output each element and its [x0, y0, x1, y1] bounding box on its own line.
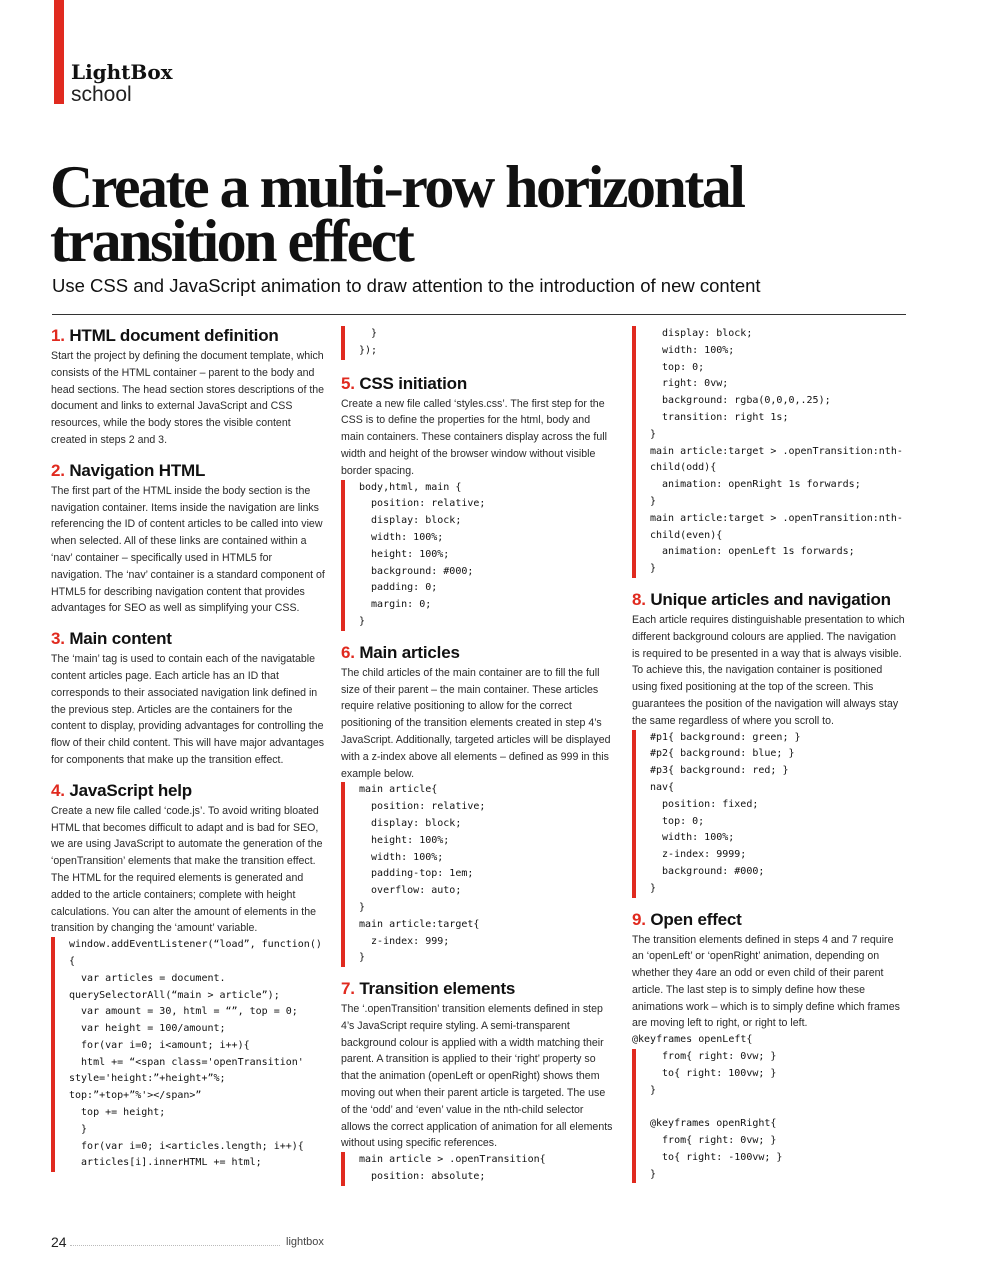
step-body: Create a new file called ‘code.js’. To avoid writing bloated HTML that becomes difficult to adapt and is bad for SEO, we are using JavaScript to automate the generation of the ‘openTransition’ elements that make the transition effect. The HTML for the required elements is generated and added to the article containers; complete with height calculations. You can alter the amount of elements in the transition by changing the ‘amount’ variable. [51, 804, 323, 935]
code-block-css-unique [632, 730, 906, 898]
code-line: height: 100%; [359, 834, 450, 846]
step-body: The first part of the HTML inside the body section is the navigation container. Items inside the navigation are links referencing the ID of content articles to be called into view when selected. All of these links are contained within a ‘nav’ container – specifically used in HTML5 for navigation. The ‘nav’ container is a standard component of HTML5 for describing navigation content that provides advantages for SEO as well as simplifying your CSS. [51, 484, 325, 615]
code-line: child(odd){ [650, 462, 717, 474]
accent-bar [54, 0, 64, 104]
code-line: #p3{ background: red; } [650, 765, 789, 777]
code-block-css-transition [341, 1152, 615, 1186]
divider [52, 314, 906, 315]
step-body: Create a new file called ‘styles.css’. The first step for the CSS is to define the properties for the html, body and main containers. These containers display across the full width and height of the browser window without visible border spacing. [341, 397, 607, 477]
code-block-keyframes [632, 1049, 906, 1183]
code-line: style='height:”+height+”%; [69, 1073, 226, 1085]
step-title: Main articles [359, 642, 460, 662]
step-title: Transition elements [359, 979, 516, 999]
code-line: var height = 100/amount; [69, 1023, 226, 1035]
step-heading [51, 629, 325, 649]
code-line: top += height; [69, 1107, 166, 1119]
code-line: } [650, 882, 657, 894]
code-line: display: block; [359, 515, 462, 527]
step-heading [51, 461, 325, 481]
step-number: 5. [341, 373, 355, 393]
code-line: child(even){ [650, 529, 723, 541]
code-line: width: 100%; [650, 832, 735, 844]
step-heading [51, 326, 325, 346]
code-line: var articles = document. [69, 972, 226, 984]
code-line: } [650, 563, 657, 575]
step-title: Navigation HTML [69, 460, 206, 480]
code-line: top: 0; [650, 361, 705, 373]
column-2 [341, 326, 615, 1186]
step-number: 6. [341, 642, 355, 662]
step-5 [341, 374, 615, 631]
step-heading [341, 374, 615, 394]
step-number: 3. [51, 629, 65, 649]
code-line: width: 100%; [359, 531, 444, 543]
code-keyframes-head [632, 1032, 906, 1049]
code-line: top:”+top+”%'></span>” [69, 1090, 202, 1102]
step-title: CSS initiation [359, 373, 468, 393]
code-line: position: relative; [359, 801, 486, 813]
step-7 [341, 979, 615, 1186]
brand-section: school [71, 83, 132, 106]
code-line: }); [359, 344, 378, 356]
code-line: from{ right: 0vw; } [650, 1051, 777, 1063]
code-line: @keyframes openLeft{ [632, 1034, 753, 1046]
step-body: Start the project by defining the document template, which consists of the HTML container – parent to the body and head sections. The head section stores descriptions of the document and links to external JavaScript and CSS resources, while the body stores the visible content created in steps 2 and 3. [51, 350, 325, 446]
step-body: The child articles of the main container are to fill the full size of their parent – the main container. These articles require relative positioning to allow for the correct positioning of the transition elements created in step 4’s JavaScript. Additionally, targeted articles will be displayed with a z-index above all elements – defined as 999 in this example below. [341, 666, 611, 780]
step-9 [632, 910, 906, 1184]
step-number: 8. [632, 589, 646, 609]
code-line: z-index: 9999; [650, 849, 747, 861]
step-2 [51, 461, 325, 617]
code-line: top: 0; [650, 815, 705, 827]
step-heading [632, 910, 906, 930]
code-line: } [359, 615, 366, 627]
code-line: right: 0vw; [650, 378, 729, 390]
code-block-js [51, 937, 325, 1172]
step-heading [341, 643, 615, 663]
code-line: { [69, 955, 76, 967]
step-8 [632, 590, 906, 898]
step-title: Main content [69, 629, 172, 649]
column-1 [51, 326, 325, 1172]
code-line: width: 100%; [650, 344, 735, 356]
code-line: for(var i=0; i<articles.length; i++){ [69, 1140, 304, 1152]
code-line: } [650, 428, 657, 440]
code-line: margin: 0; [359, 599, 432, 611]
code-line: querySelectorAll(“main > article”); [69, 989, 280, 1001]
code-block-css-article [341, 782, 615, 967]
code-line: display: block; [359, 817, 462, 829]
code-block-js-end [341, 326, 615, 360]
step-number: 9. [632, 909, 646, 929]
code-block-css-base [341, 480, 615, 631]
code-line: position: fixed; [650, 798, 759, 810]
column-3 [632, 326, 906, 1183]
code-line: to{ right: -100vw; } [650, 1151, 783, 1163]
code-line: } [69, 1123, 88, 1135]
step-body: Each article requires distinguishable presentation to which different background colours are applied. The navigation is required to be presented in a way that is always visible. To achieve this, the navigation container is positioned using fixed positioning at the top of the screen. This guarantees the position of the navigation will always stay the same regardless of where you scroll to. [632, 613, 905, 727]
code-line: } [650, 495, 657, 507]
step-number: 1. [51, 326, 65, 345]
code-line: body,html, main { [359, 481, 462, 493]
code-line: main article{ [359, 784, 438, 796]
brand-name: LightBox [71, 60, 173, 84]
code-line: background: #000; [650, 865, 765, 877]
code-line: animation: openLeft 1s forwards; [650, 546, 855, 558]
step-number: 7. [341, 979, 355, 999]
step-4 [51, 781, 325, 1173]
code-line: padding: 0; [359, 582, 438, 594]
code-line: transition: right 1s; [650, 411, 789, 423]
step-heading [341, 979, 615, 999]
footer-rule [70, 1245, 280, 1246]
code-line: var amount = 30, html = “”, top = 0; [69, 1006, 298, 1018]
code-line: padding-top: 1em; [359, 868, 474, 880]
step-body: The ‘.openTransition’ transition elements defined in step 4’s JavaScript require styling. A semi-transparent background colour is applied with a width matching their parent. A transition is applied to their ‘right’ property so that the animation (openLeft or openRight) shows them moving out when their parent article is targeted. The use of the ‘odd’ and ‘even’ value in the nth-child selector allows the correct application of animation for all elements without using specific references. [341, 1003, 613, 1150]
step-heading [632, 590, 906, 610]
code-line: @keyframes openRight{ [650, 1118, 777, 1130]
code-line: to{ right: 100vw; } [650, 1067, 777, 1079]
step-number: 4. [51, 780, 65, 800]
step-title: JavaScript help [69, 780, 192, 800]
code-line: width: 100%; [359, 851, 444, 863]
code-line: html += “<span class='openTransition' [69, 1056, 304, 1068]
step-1 [51, 326, 325, 449]
step-body: The ‘main’ tag is used to contain each of the navigatable content articles page. Each article has an ID that corresponds to their associated navigation link defined in the previous step. Articles are the containers for the content to display, providing advantages for controlling the flow of their child content. This will have major advantages for components that make up the transition effect. [51, 653, 325, 766]
step-heading [51, 781, 325, 801]
brand-block [71, 60, 173, 106]
step-title: Open effect [650, 909, 742, 929]
code-line: } [359, 952, 366, 964]
page-number: 24 [51, 1234, 67, 1250]
code-line: } [650, 1084, 657, 1096]
code-line: main article:target > .openTransition:nth- [650, 512, 903, 524]
code-line: z-index: 999; [359, 935, 450, 947]
code-line: } [359, 901, 366, 913]
code-line: display: block; [650, 328, 753, 339]
code-line: overflow: auto; [359, 885, 462, 897]
code-line: background: rgba(0,0,0,.25); [650, 395, 831, 407]
code-line: animation: openRight 1s forwards; [650, 479, 861, 491]
code-line [650, 1099, 906, 1116]
step-title: HTML document definition [69, 326, 279, 345]
code-line: main article:target{ [359, 918, 480, 930]
step-6 [341, 643, 615, 967]
code-line: #p2{ background: blue; } [650, 748, 795, 760]
step-number: 2. [51, 460, 65, 480]
footer-publication: lightbox [286, 1236, 324, 1248]
code-block-css-transition-cont [632, 326, 906, 578]
article-subtitle: Use CSS and JavaScript animation to draw attention to the introduction of new content [52, 275, 761, 296]
code-line: articles[i].innerHTML += html; [69, 1157, 262, 1169]
code-line: } [650, 1168, 657, 1180]
code-line: main article:target > .openTransition:nth- [650, 445, 903, 457]
code-line: main article > .openTransition{ [359, 1154, 546, 1166]
article-title: Create a multi-row horizontal transition effect [50, 154, 744, 274]
code-line: nav{ [650, 781, 675, 793]
code-line: position: relative; [359, 498, 486, 510]
code-line: window.addEventListener(“load”, function() [69, 939, 322, 951]
step-3 [51, 629, 325, 769]
code-line: background: #000; [359, 565, 474, 577]
code-line: from{ right: 0vw; } [650, 1135, 777, 1147]
code-line: position: absolute; [359, 1171, 486, 1183]
code-line: #p1{ background: green; } [650, 731, 801, 743]
code-line: } [359, 328, 378, 339]
step-body: The transition elements defined in steps 4 and 7 require an ‘openLeft’ or ‘openRight’ animation, depending on whether they 4are an odd or even child of their parent article. The last step is to simply define how these animations work – which is to simply define which frames are moving left to right, or right to left. [632, 933, 900, 1030]
code-line: for(var i=0; i<amount; i++){ [69, 1039, 250, 1051]
step-title: Unique articles and navigation [650, 589, 891, 609]
code-line: height: 100%; [359, 548, 450, 560]
